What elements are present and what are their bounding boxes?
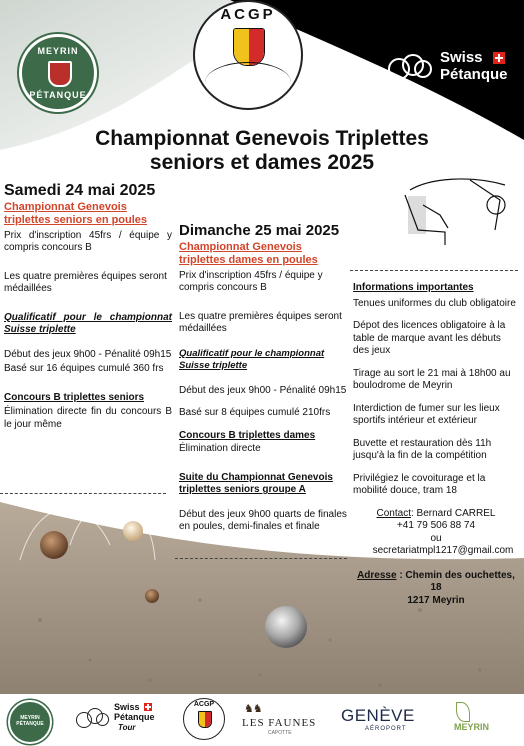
sunday-column bbox=[179, 222, 347, 546]
saturday-concours-b-title: Concours B triplettes seniors bbox=[4, 391, 145, 403]
info-item: Privilégiez le covoiturage et la mobilité douce, tram 18 bbox=[353, 472, 486, 496]
info-divider bbox=[350, 270, 518, 271]
logo-top-text: MEYRIN bbox=[37, 46, 79, 56]
sunday-medals: Les quatre premières équipes seront médaillées bbox=[179, 310, 342, 334]
info-title: Informations importantes bbox=[353, 282, 474, 293]
footer-logo-meyrin-petanque bbox=[8, 700, 52, 744]
footer-logo-meyrin bbox=[448, 702, 498, 736]
petanque-text: Pétanque bbox=[440, 66, 508, 83]
hand-sketch bbox=[205, 62, 291, 103]
petanque-balls-icon bbox=[388, 54, 432, 78]
swiss-cross-icon bbox=[493, 52, 505, 64]
sunday-concours-b-title: Concours B triplettes dames bbox=[179, 429, 316, 441]
sunday-qualif: Qualificatif pour le championnat Suisse triplette bbox=[179, 347, 325, 371]
swiss-text: Swiss bbox=[440, 49, 483, 66]
footer-geneve-text: GENÈVE bbox=[341, 706, 415, 725]
faunes-figures-icon: ♞♞ bbox=[244, 703, 262, 715]
footer-faunes-text: LES FAUNES bbox=[242, 717, 317, 729]
saturday-date: Samedi 24 mai 2025 bbox=[4, 182, 156, 199]
title-line-1: Championnat Genevois Triplettes bbox=[95, 127, 429, 150]
saturday-medals: Les quatre premières équipes seront médaillées bbox=[4, 270, 167, 294]
saturday-fee: Prix d'inscription 45frs / équipe y compris concours B bbox=[4, 229, 172, 253]
saturday-basis: Basé sur 16 équipes cumulé 360 frs bbox=[4, 363, 164, 374]
footer-meyrin-city-text: MEYRIN bbox=[454, 722, 490, 732]
sunday-suite-title: Suite du Championnat Genevois triplettes seniors groupe A bbox=[179, 471, 333, 495]
contact-block bbox=[353, 508, 519, 558]
saturday-start: Début des jeux 9h00 - Pénalité 09h15 bbox=[4, 348, 172, 360]
acgp-logo bbox=[193, 0, 303, 110]
footer-faunes-sub: CAPOTTE bbox=[268, 730, 292, 736]
footer-logo-acgp bbox=[183, 698, 225, 740]
contact-email[interactable]: secretariatmpl1217@gmail.com bbox=[372, 545, 514, 556]
saturday-competition: Championnat Genevois triplettes seniors en poules bbox=[4, 200, 148, 226]
geneva-crest-icon bbox=[198, 711, 212, 728]
meyrin-petanque-logo bbox=[19, 34, 97, 112]
saturday-divider bbox=[0, 493, 166, 494]
logo-bottom-text: PÉTANQUE bbox=[29, 90, 87, 100]
footer-petanque-text: Pétanque bbox=[114, 712, 155, 722]
saturday-column bbox=[4, 182, 172, 443]
title-line-2: seniors et dames 2025 bbox=[149, 151, 375, 174]
acgp-title: ACGP bbox=[220, 6, 276, 23]
info-item: Interdiction de fumer sur les lieux sportifs intérieur et extérieur bbox=[353, 402, 500, 426]
swiss-cross-icon bbox=[144, 703, 152, 711]
petanque-balls-icon bbox=[76, 708, 110, 730]
footer-logo-swiss-petanque-tour bbox=[76, 702, 166, 740]
meyrin-crest-icon bbox=[48, 61, 72, 87]
geneva-crest-icon bbox=[233, 28, 265, 66]
meyrin-leaf-icon bbox=[456, 702, 470, 722]
address-line-1: : Chemin des ouchettes, 18 bbox=[396, 569, 515, 593]
footer-aeroport-text: AÉROPORT bbox=[365, 726, 407, 732]
footer-meyrin-text: MEYRIN PÉTANQUE bbox=[16, 715, 44, 727]
contact-phone: +41 79 506 88 74 bbox=[396, 520, 476, 531]
sponsor-footer bbox=[0, 694, 524, 746]
swiss-petanque-logo bbox=[388, 46, 518, 86]
info-item: Buvette et restauration dès 11h jusqu'à la fin de la compétition bbox=[353, 437, 492, 461]
footer-swiss-text: Swiss bbox=[114, 702, 140, 712]
address-block bbox=[353, 570, 519, 608]
contact-name: : Bernard CARREL bbox=[410, 507, 496, 519]
contact-label: Contact bbox=[376, 507, 411, 519]
footer-logo-les-faunes bbox=[242, 702, 332, 738]
sunday-basis: Basé sur 8 équipes cumulé 210frs bbox=[179, 407, 331, 418]
info-list bbox=[353, 298, 519, 498]
sunday-start: Début des jeux 9h00 - Pénalité 09h15 bbox=[179, 384, 347, 396]
info-item: Tenues uniformes du club obligatoire bbox=[353, 297, 516, 309]
page-title bbox=[0, 127, 524, 175]
info-item: Dépot des licences obligatoire à la table de marque avant les débuts des jeux bbox=[353, 320, 506, 356]
info-column bbox=[353, 282, 519, 607]
sunday-competition: Championnat Genevois triplettes dames en poules bbox=[179, 240, 318, 266]
address-label: Adresse bbox=[357, 569, 397, 581]
footer-tour-text: Tour bbox=[118, 723, 136, 732]
footer-acgp-text: ACGP bbox=[193, 701, 215, 708]
saturday-qualif: Qualificatif pour le championnat Suisse triplette bbox=[4, 311, 172, 335]
sunday-fee: Prix d'inscription 45frs / équipe y compris concours B bbox=[179, 269, 323, 293]
footer-logo-geneve-aeroport bbox=[341, 706, 429, 736]
contact-or: ou bbox=[430, 532, 442, 544]
sunday-suite-desc: Début des jeux 9h00 quarts de finales en poules, demi-finales et finale bbox=[179, 508, 347, 532]
saturday-concours-b-desc: Élimination directe fin du concours B le jour même bbox=[4, 406, 172, 430]
sunday-concours-b-desc: Élimination directe bbox=[179, 443, 261, 454]
sunday-divider bbox=[175, 558, 347, 559]
info-item: Tirage au sort le 21 mai à 18h00 au boulodrome de Meyrin bbox=[353, 367, 511, 391]
sunday-date: Dimanche 25 mai 2025 bbox=[179, 222, 340, 239]
address-line-2: 1217 Meyrin bbox=[407, 594, 465, 606]
